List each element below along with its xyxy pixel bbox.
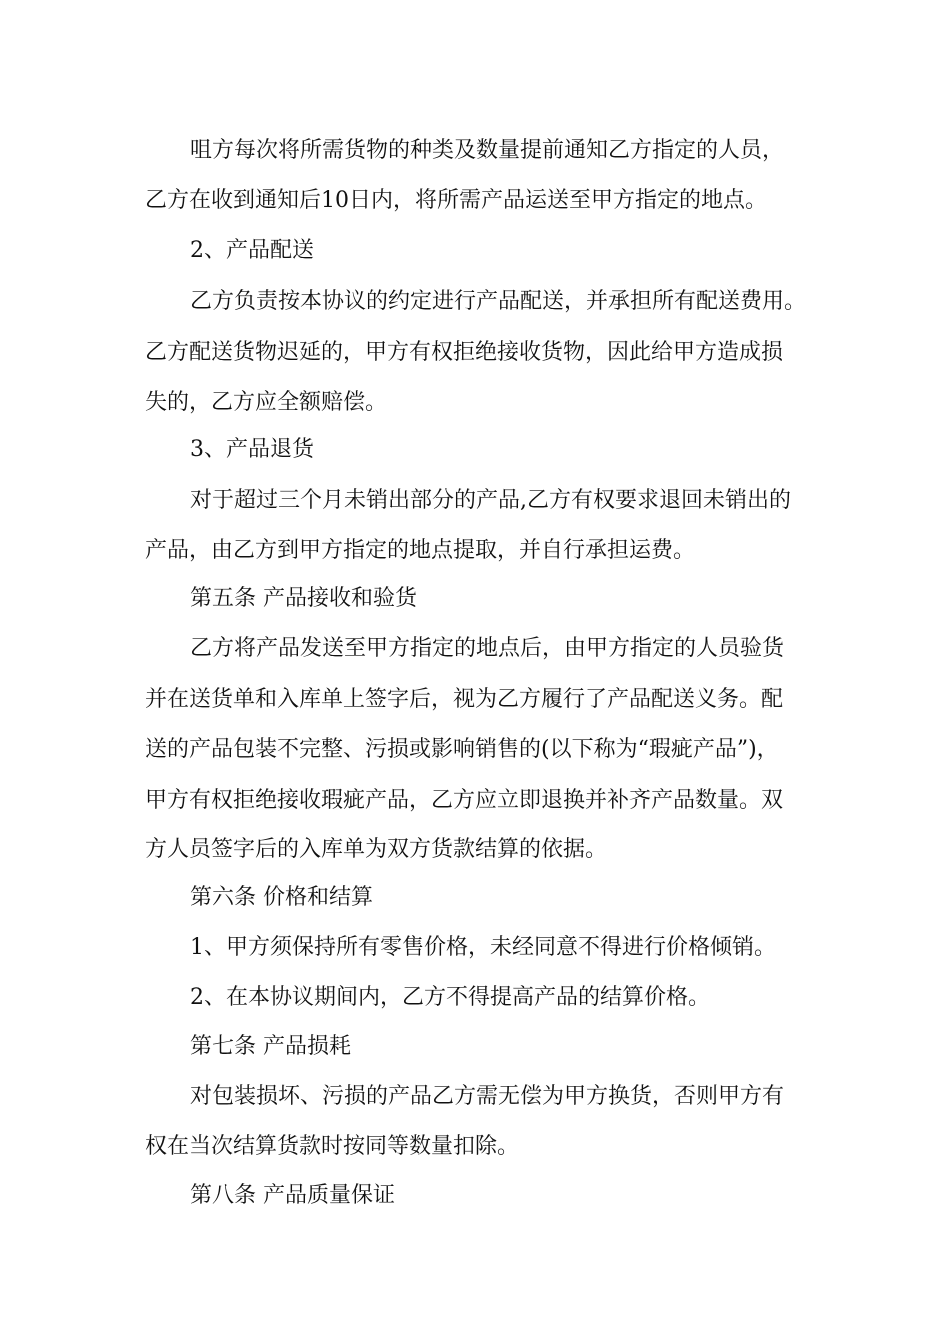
paragraph-line-20: 对包装损坏、污损的产品乙方需无偿为甲方换货，否则甲方有 (190, 1084, 785, 1109)
paragraph-line-18: 2、在本协议期间内，乙方不得提高产品的结算价格。 (190, 985, 710, 1010)
article-heading-5: 第五条 产品接收和验货 (190, 586, 417, 611)
article-heading-8: 第八条 产品质量保证 (190, 1183, 395, 1208)
paragraph-line-6: 失的，乙方应全额赔偿。 (145, 390, 388, 415)
paragraph-line-8: 对于超过三个月未销出部分的产品,乙方有权要求退回未销出的 (190, 488, 791, 513)
paragraph-line-21: 权在当次结算货款时按同等数量扣除。 (145, 1134, 520, 1159)
paragraph-line-4: 乙方负责按本协议的约定进行产品配送，并承担所有配送费用。 (190, 289, 807, 314)
section-heading-delivery: 2、产品配送 (190, 238, 314, 263)
paragraph-line-13: 送的产品包装不完整、污损或影响销售的(以下称为“瑕疵产品”)， (145, 737, 779, 762)
paragraph-line-11: 乙方将产品发送至甲方指定的地点后，由甲方指定的人员验货 (190, 636, 785, 661)
paragraph-line-5: 乙方配送货物迟延的，甲方有权拒绝接收货物，因此给甲方造成损 (145, 340, 784, 365)
paragraph-line-1: 咀方每次将所需货物的种类及数量提前通知乙方指定的人员， (190, 138, 785, 163)
paragraph-line-12: 并在送货单和入库单上签字后，视为乙方履行了产品配送义务。配 (145, 687, 784, 712)
paragraph-line-2: 乙方在收到通知后10日内，将所需产品运送至甲方指定的地点。 (145, 188, 767, 213)
article-heading-7: 第七条 产品损耗 (190, 1034, 351, 1059)
article-heading-6: 第六条 价格和结算 (190, 885, 373, 910)
paragraph-line-9: 产品，由乙方到甲方指定的地点提取，并自行承担运费。 (145, 538, 696, 563)
paragraph-line-14: 甲方有权拒绝接收瑕疵产品，乙方应立即退换并补齐产品数量。双 (145, 788, 784, 813)
section-heading-returns: 3、产品退货 (190, 437, 314, 462)
paragraph-line-17: 1、甲方须保持所有零售价格，未经同意不得进行价格倾销。 (190, 935, 776, 960)
paragraph-line-15: 方人员签字后的入库单为双方货款结算的依据。 (145, 837, 608, 862)
